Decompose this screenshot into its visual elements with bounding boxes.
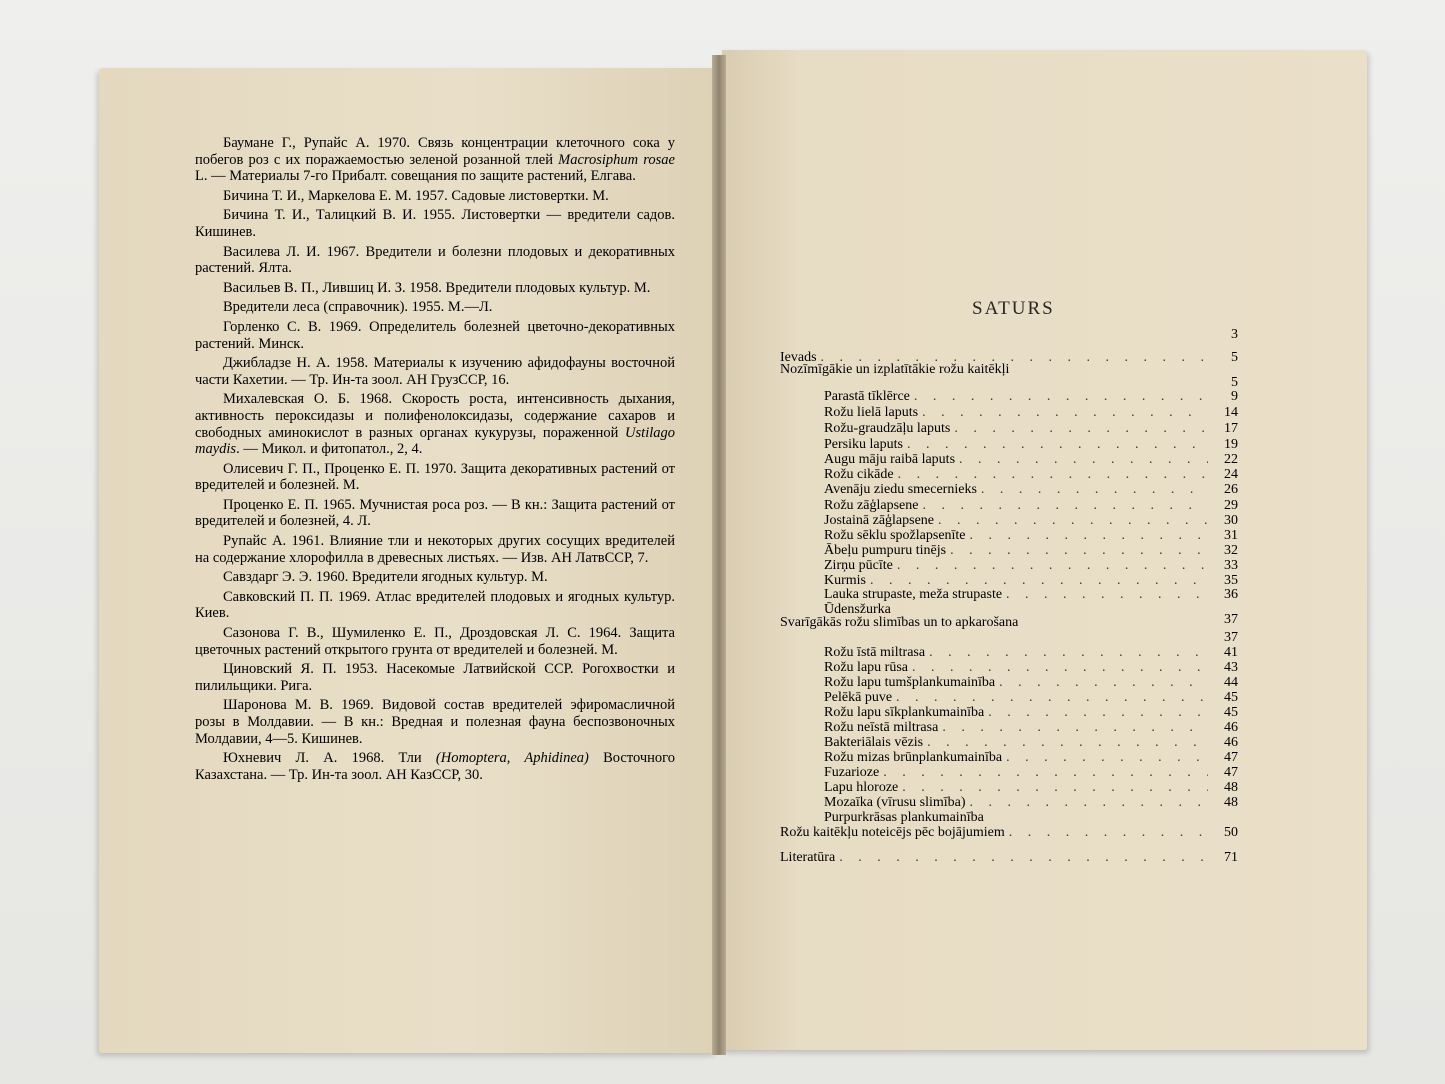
reference-text: Савздарг Э. Э. 1960. Вредители ягодных культур. М. bbox=[223, 569, 548, 586]
toc-entry bbox=[780, 735, 1238, 751]
toc-entry-page: 29 bbox=[1224, 498, 1238, 513]
dot-leader bbox=[896, 690, 1208, 706]
dot-leader bbox=[883, 765, 1208, 781]
reference-text: Рупайс А. 1961. Влияние тли и некоторых других сосущих вредителей на содержание хлорофилла в древесных листьях. — Изв. АН ЛатвССР, 7. bbox=[195, 533, 675, 566]
toc-entry-page: 5 bbox=[1231, 375, 1238, 390]
toc-entry-page: 3 bbox=[1231, 327, 1238, 342]
toc-entry bbox=[780, 452, 1238, 468]
toc-entry bbox=[780, 528, 1238, 544]
toc-entry bbox=[780, 765, 1238, 781]
toc-entry-title: Purpurkrāsas plankumainība bbox=[824, 810, 984, 825]
dot-leader bbox=[1006, 587, 1208, 603]
toc-entry-page: 47 bbox=[1224, 750, 1238, 765]
toc-entry bbox=[780, 810, 1238, 826]
toc-entry-title: Kurmis bbox=[824, 573, 866, 588]
toc-entry-title: Mozaīka (vīrusu slimība) bbox=[824, 795, 966, 810]
reference-text: Ustilago maydis bbox=[195, 424, 675, 458]
toc-entry bbox=[780, 750, 1238, 766]
toc-entry-page: 5 bbox=[1231, 350, 1238, 365]
dot-leader bbox=[970, 528, 1208, 544]
toc-entry bbox=[780, 850, 1238, 866]
toc-entry bbox=[780, 660, 1238, 676]
toc-entry bbox=[780, 630, 1238, 646]
toc-entry-page: 33 bbox=[1224, 558, 1238, 573]
toc-entry-title: Nozīmīgākie un izplatītākie rožu kaitēkļi bbox=[780, 362, 1010, 377]
reference-text: Горленко С. В. 1969. Определитель болезней цветочно-декоративных растений. Минск. bbox=[195, 318, 675, 352]
dot-leader bbox=[922, 405, 1208, 421]
toc-entry-title: Ievads bbox=[780, 350, 817, 365]
toc-entry-title: Zirņu pūcīte bbox=[824, 558, 893, 573]
reference-entry bbox=[195, 188, 675, 205]
toc-entry-page: 24 bbox=[1224, 467, 1238, 482]
dot-leader bbox=[1009, 825, 1208, 841]
toc-entry-page: 26 bbox=[1224, 482, 1238, 497]
reference-entry bbox=[195, 207, 675, 240]
reference-text: Джибладзе Н. А. 1958. Материалы к изучению афидофауны восточной части Кахетии. — Тр. Ин-та зоол. АН ГрузССР, 16. bbox=[195, 355, 675, 388]
toc-entry bbox=[780, 780, 1238, 796]
toc-entry-page: 48 bbox=[1224, 795, 1238, 810]
toc-entry-page: 19 bbox=[1224, 437, 1238, 452]
toc-entry bbox=[780, 482, 1238, 498]
dot-leader bbox=[912, 660, 1208, 676]
toc-entry-page: 44 bbox=[1224, 675, 1238, 690]
reference-entry bbox=[195, 697, 675, 747]
reference-list bbox=[195, 135, 675, 786]
dot-leader bbox=[988, 705, 1208, 721]
toc-entry-page: 45 bbox=[1224, 705, 1238, 720]
toc-entry-title: Rožu lielā laputs bbox=[824, 405, 919, 420]
reference-text: Macrosiphum rosae bbox=[558, 151, 675, 168]
reference-text: Васильев В. П., Лившиц И. З. 1958. Вредители плодовых культур. М. bbox=[223, 279, 651, 296]
reference-text: Вредители леса (справочник). 1955. М.—Л. bbox=[223, 299, 493, 316]
dot-leader bbox=[981, 482, 1208, 498]
toc-entry-title: Rožu lapu tumšplankumainība bbox=[824, 675, 996, 690]
dot-leader bbox=[959, 452, 1208, 468]
toc-entry bbox=[780, 587, 1238, 603]
toc-entry-title: Rožu sēklu spožlapsenīte bbox=[824, 528, 966, 543]
toc-title: SATURS bbox=[972, 298, 1055, 319]
toc-entry bbox=[780, 825, 1238, 841]
toc-entry-title: Augu māju raibā laputs bbox=[824, 452, 956, 467]
toc-entry bbox=[780, 720, 1238, 736]
toc-entry-page: 36 bbox=[1224, 587, 1238, 602]
toc-entry bbox=[780, 705, 1238, 721]
toc-entry bbox=[780, 389, 1238, 405]
reference-text: Проценко Е. П. 1965. Мучнистая роса роз. — В кн.: Защита растений от вредителей и болезней, 4. Л. bbox=[195, 496, 675, 530]
toc-entry-page: 30 bbox=[1224, 513, 1238, 528]
toc-entry-page: 41 bbox=[1224, 645, 1238, 660]
reference-text: Бауманe Г., Рупайс А. 1970. Связь концентрации клеточного сока у побегов роз с их поражаемостью зеленой розанной тлей bbox=[195, 135, 675, 168]
dot-leader bbox=[999, 675, 1208, 691]
toc-entry-title: Ābeļu pumpuru tinējs bbox=[824, 543, 947, 558]
reference-text: Шаронова М. В. 1969. Видовой состав вредителей эфиромасличной розы в Молдавии. — В кн.: Вредная и полезная фауна беспозвоночных Молдавии, 4—5. Кишинев. bbox=[195, 697, 675, 747]
toc-entry-title: Persiku laputs bbox=[824, 437, 903, 452]
toc-entry-title: Rožu neīstā miltrasa bbox=[824, 720, 939, 735]
toc-entry-page: 32 bbox=[1224, 543, 1238, 558]
reference-entry bbox=[195, 244, 675, 277]
toc-entry-page: 35 bbox=[1224, 573, 1238, 588]
reference-text: (Homoptera, Aphidinea) bbox=[435, 750, 589, 767]
toc-entry-title: Svarīgākās rožu slimības un to apkarošana bbox=[780, 615, 1019, 630]
toc-entry-title: Rožu lapu rūsa bbox=[824, 660, 908, 675]
reference-entry bbox=[195, 533, 675, 566]
toc-entry bbox=[780, 558, 1238, 574]
reference-entry bbox=[195, 319, 675, 352]
dot-leader bbox=[970, 795, 1208, 811]
toc-entry bbox=[780, 615, 1238, 631]
toc-entry-title: Lapu hloroze bbox=[824, 780, 899, 795]
reference-text: Восточного Казахстана. — Тр. Ин-та зоол. АН КазССР, 30. bbox=[195, 750, 676, 783]
reference-entry bbox=[195, 661, 675, 694]
toc-entry-page: 37 bbox=[1224, 612, 1238, 627]
toc-entry-title: Avenāju ziedu smecernieks bbox=[824, 482, 977, 497]
toc-entry-title: Fuzarioze bbox=[824, 765, 880, 780]
reference-text: Михалевская О. Б. 1968. Скорость роста, интенсивность дыхания, активность пероксидазы и полифенолоксидазы, содержание сахаров и свободных аминокислот в разных органах кукурузы, пораженной bbox=[195, 391, 675, 441]
reference-text: Циновский Я. П. 1953. Насекомые Латвийской ССР. Рогохвостки и пилильщики. Рига. bbox=[195, 661, 675, 694]
dot-leader bbox=[954, 421, 1208, 437]
dot-leader bbox=[1006, 750, 1208, 766]
dot-leader bbox=[907, 437, 1208, 453]
reference-entry bbox=[195, 355, 675, 388]
toc-entry-title: Rožu cikāde bbox=[824, 467, 894, 482]
reference-entry bbox=[195, 391, 675, 457]
toc-entry bbox=[780, 675, 1238, 691]
toc-entry bbox=[780, 405, 1238, 421]
toc-entry-page: 43 bbox=[1224, 660, 1238, 675]
reference-entry bbox=[195, 280, 675, 297]
toc-entry-page: 46 bbox=[1224, 735, 1238, 750]
toc-entry bbox=[780, 437, 1238, 453]
reference-entry bbox=[195, 461, 675, 494]
dot-leader bbox=[938, 513, 1208, 529]
toc-entry-title: Parastā tīklērce bbox=[824, 389, 910, 404]
toc-entry-page: 47 bbox=[1224, 765, 1238, 780]
dot-leader bbox=[927, 735, 1208, 751]
toc-entry-title: Pelēkā puve bbox=[824, 690, 893, 705]
toc-entry-title: Rožu īstā miltrasa bbox=[824, 645, 926, 660]
toc-entry-page: 46 bbox=[1224, 720, 1238, 735]
toc-entry-page: 45 bbox=[1224, 690, 1238, 705]
toc-entry-title: Bakteriālais vēzis bbox=[824, 735, 924, 750]
dot-leader bbox=[929, 645, 1208, 661]
dot-leader bbox=[897, 558, 1208, 574]
toc-entry bbox=[780, 498, 1238, 514]
toc-entry-title: Rožu lapu sīkplankumainība bbox=[824, 705, 985, 720]
dot-leader bbox=[839, 850, 1208, 866]
reference-entry bbox=[195, 569, 675, 586]
reference-entry bbox=[195, 589, 675, 622]
toc-entry-title: Jostainā zāģlapsene bbox=[824, 513, 935, 528]
toc-entry-page: 14 bbox=[1224, 405, 1238, 420]
toc-entry bbox=[780, 421, 1238, 437]
reference-text: Сазонова Г. В., Шумиленко Е. П., Дроздовская Л. С. 1964. Защита цветочных растений открытого грунта от вредителей и болезней. М. bbox=[195, 625, 675, 658]
toc-entry bbox=[780, 543, 1238, 559]
reference-text: L. — Материалы 7-го Прибалт. совещания по защите растений, Елгава. bbox=[195, 168, 636, 185]
toc-entry-page: 22 bbox=[1224, 452, 1238, 467]
toc-entry-page: 37 bbox=[1224, 630, 1238, 645]
dot-leader bbox=[950, 543, 1208, 559]
toc-entry bbox=[780, 795, 1238, 811]
reference-text: Олисевич Г. П., Проценко Е. П. 1970. Защита декоративных растений от вредителей и болезней. М. bbox=[195, 460, 675, 494]
toc-entry-title: Literatūra bbox=[780, 850, 836, 865]
reference-text: Бичина Т. И., Маркелова Е. М. 1957. Садовые листовертки. М. bbox=[223, 187, 609, 204]
reference-entry bbox=[195, 135, 675, 185]
toc-entry bbox=[780, 645, 1238, 661]
toc-entry-page: 31 bbox=[1224, 528, 1238, 543]
toc-entry-title: Rožu-graudzāļu laputs bbox=[824, 421, 951, 436]
toc-entry-page: 17 bbox=[1224, 421, 1238, 436]
toc-entry-page: 9 bbox=[1231, 389, 1238, 404]
reference-text: Бичина Т. И., Талицкий В. И. 1955. Листовертки — вредители садов. Кишинев. bbox=[195, 207, 675, 240]
reference-text: Савковский П. П. 1969. Атлас вредителей плодовых и ягодных культур. Киев. bbox=[195, 588, 675, 622]
reference-entry bbox=[195, 625, 675, 658]
toc-entry bbox=[780, 690, 1238, 706]
toc-entry bbox=[780, 327, 1238, 343]
dot-leader bbox=[898, 467, 1208, 483]
toc-entry bbox=[780, 513, 1238, 529]
reference-entry bbox=[195, 299, 675, 316]
toc-entry-title: Rožu zāģlapsene bbox=[824, 498, 919, 513]
toc-entry-title: Ūdensžurka bbox=[824, 602, 891, 617]
toc-entry-title: Rožu kaitēkļu noteicējs pēc bojājumiem bbox=[780, 825, 1005, 840]
toc-entry-title: Lauka strupaste, meža strupaste bbox=[824, 587, 1003, 602]
reference-text: . — Микол. и фитопатол., 2, 4. bbox=[236, 441, 423, 458]
reference-text: Василева Л. И. 1967. Вредители и болезни плодовых и декоративных растений. Ялта. bbox=[195, 243, 675, 277]
reference-entry bbox=[195, 497, 675, 530]
toc-entry-page: 71 bbox=[1224, 850, 1238, 865]
dot-leader bbox=[902, 780, 1208, 796]
book-gutter bbox=[712, 55, 726, 1055]
toc-entry-title: Rožu mizas brūnplankumainība bbox=[824, 750, 1003, 765]
dot-leader bbox=[942, 720, 1208, 736]
reference-entry bbox=[195, 750, 675, 783]
dot-leader bbox=[914, 389, 1208, 405]
toc-entry-page: 48 bbox=[1224, 780, 1238, 795]
toc-entry bbox=[780, 467, 1238, 483]
reference-text: Юхневич Л. А. 1968. Тли bbox=[223, 750, 436, 767]
toc-entry-page: 50 bbox=[1224, 825, 1238, 840]
dot-leader bbox=[922, 498, 1208, 514]
